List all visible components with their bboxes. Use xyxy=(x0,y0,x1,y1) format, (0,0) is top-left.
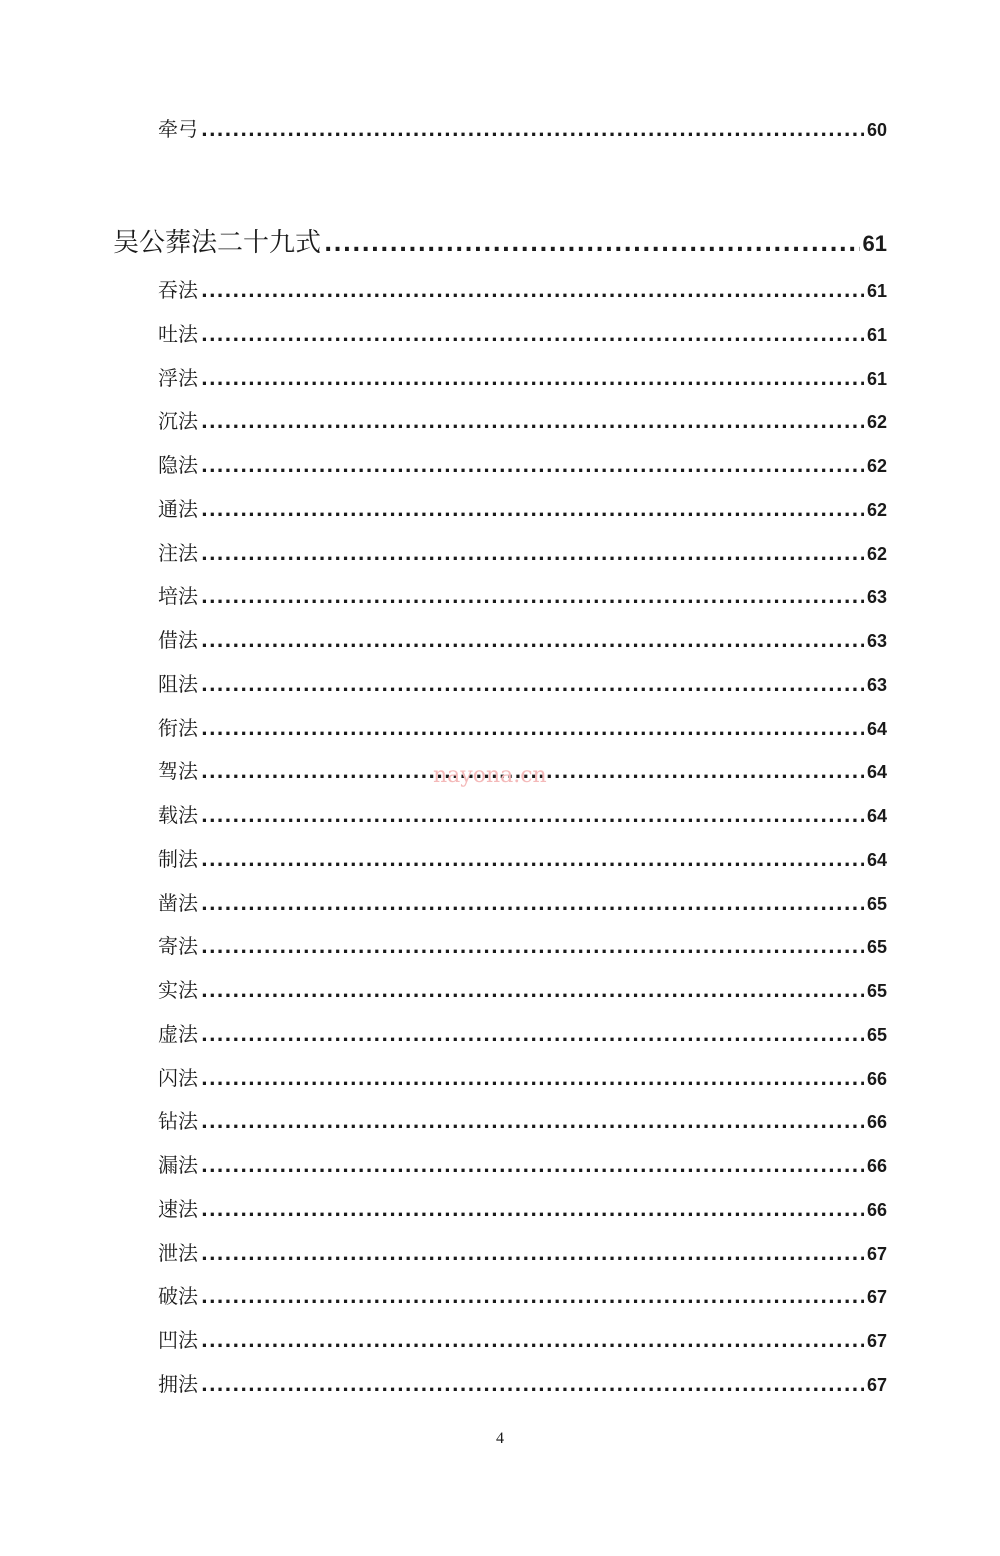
dot-leader xyxy=(201,1156,864,1177)
toc-entry xyxy=(158,1324,887,1353)
toc-entry xyxy=(158,362,887,391)
toc-entry-label: 制法 xyxy=(158,846,198,871)
toc-entry xyxy=(158,887,887,916)
toc-entry-page: 67 xyxy=(866,1243,887,1264)
toc-entry-page: 67 xyxy=(866,1374,887,1395)
dot-leader xyxy=(201,675,864,696)
toc-entry-label: 衔法 xyxy=(158,715,198,740)
toc-entry-page: 63 xyxy=(866,631,887,651)
toc-entry-label: 虚法 xyxy=(158,1021,198,1046)
toc-entry-page: 62 xyxy=(866,412,887,433)
toc-entry-page: 64 xyxy=(866,806,887,826)
toc-entry-page: 67 xyxy=(866,1331,887,1351)
dot-leader xyxy=(201,1025,864,1046)
dot-leader xyxy=(201,1112,864,1133)
toc-entry-page: 64 xyxy=(866,718,887,739)
toc-entry-label: 吐法 xyxy=(158,321,198,346)
toc-entry-label: 注法 xyxy=(158,540,198,565)
toc-entry xyxy=(158,1018,887,1047)
dot-leader xyxy=(201,544,864,565)
dot-leader xyxy=(201,325,864,346)
dot-leader xyxy=(201,1069,864,1090)
toc-entry xyxy=(158,449,887,478)
toc-entry-page: 65 xyxy=(866,1024,887,1045)
toc-entry-page: 66 xyxy=(866,1199,887,1220)
toc-entry-label: 隐法 xyxy=(158,453,198,477)
toc-entry-label: 拥法 xyxy=(158,1371,198,1396)
dot-leader xyxy=(201,500,864,521)
toc-entry xyxy=(158,1368,887,1397)
toc-entry xyxy=(158,1280,887,1309)
toc-entry-label: 寄法 xyxy=(158,934,198,959)
toc-entry-page: 65 xyxy=(866,937,887,958)
toc-entry-page: 61 xyxy=(866,324,887,345)
toc-entry-page: 62 xyxy=(866,499,887,520)
toc-entry xyxy=(158,624,887,653)
toc-entry xyxy=(158,318,887,347)
toc-entry-page: 60 xyxy=(866,120,887,140)
toc-entry-page: 66 xyxy=(866,1112,887,1133)
toc-entry xyxy=(158,1237,887,1266)
dot-leader xyxy=(201,369,864,390)
toc-entry-page: 61 xyxy=(866,281,887,301)
toc-entry-label: 沉法 xyxy=(158,409,198,434)
toc-entry xyxy=(158,1062,887,1091)
toc-entry-page: 62 xyxy=(866,543,887,564)
toc-entry-top xyxy=(158,113,887,142)
toc-entry-label: 载法 xyxy=(158,803,198,827)
toc-entry xyxy=(158,1193,887,1222)
toc-entry-label: 实法 xyxy=(158,978,198,1002)
watermark: nayona.cn xyxy=(433,763,547,788)
toc-entry xyxy=(158,274,887,303)
dot-leader xyxy=(324,232,860,257)
toc-entry-label: 浮法 xyxy=(158,365,198,390)
page-number: 4 xyxy=(496,1430,504,1447)
toc-entry xyxy=(158,1149,887,1178)
toc-entry xyxy=(158,580,887,609)
dot-leader xyxy=(201,456,864,477)
dot-leader xyxy=(201,894,864,915)
dot-leader xyxy=(201,850,864,871)
toc-entry-label: 凹法 xyxy=(158,1328,198,1352)
toc-entry-label: 牵弓 xyxy=(158,117,198,141)
toc-entry-label: 破法 xyxy=(158,1284,198,1309)
dot-leader xyxy=(201,631,864,652)
toc-entry-label: 漏法 xyxy=(158,1153,198,1177)
toc-entry-label: 钻法 xyxy=(158,1109,198,1134)
dot-leader xyxy=(201,281,864,302)
toc-entry-label: 通法 xyxy=(158,496,198,521)
toc-entry xyxy=(158,537,887,566)
dot-leader xyxy=(201,719,864,740)
toc-chapter xyxy=(113,222,887,259)
dot-leader xyxy=(201,1200,864,1221)
toc-entry-page: 64 xyxy=(866,849,887,870)
dot-leader xyxy=(201,981,864,1002)
dot-leader xyxy=(201,806,864,827)
toc-entry-page: 64 xyxy=(866,762,887,783)
dot-leader xyxy=(201,1244,864,1265)
toc-entry xyxy=(158,405,887,434)
toc-entry-page: 65 xyxy=(866,981,887,1001)
toc-entry xyxy=(158,493,887,522)
dot-leader xyxy=(201,412,864,433)
toc-entry-label: 凿法 xyxy=(158,890,198,915)
toc-entry-label: 泄法 xyxy=(158,1240,198,1265)
toc-entry xyxy=(158,799,887,828)
toc-chapter-label: 吴公葬法二十九式 xyxy=(113,228,322,258)
toc-entry-label: 速法 xyxy=(158,1196,198,1221)
toc-entry-page: 61 xyxy=(866,368,887,389)
toc-entry xyxy=(158,712,887,741)
toc-entry-page: 67 xyxy=(866,1287,887,1308)
toc-entry-label: 驾法 xyxy=(158,759,198,784)
toc-entry-page: 63 xyxy=(866,674,887,695)
toc-entry xyxy=(158,930,887,959)
toc-entry-page: 66 xyxy=(866,1068,887,1089)
toc-entry-page: 63 xyxy=(866,587,887,608)
toc-entry-label: 闪法 xyxy=(158,1065,198,1090)
dot-leader xyxy=(201,587,864,608)
dot-leader xyxy=(201,937,864,958)
toc-entry xyxy=(158,668,887,697)
dot-leader xyxy=(201,120,864,141)
toc-entry xyxy=(158,974,887,1003)
dot-leader xyxy=(201,1375,864,1396)
toc-entry xyxy=(158,1105,887,1134)
toc-entry-page: 62 xyxy=(866,456,887,476)
toc-entry-page: 66 xyxy=(866,1156,887,1176)
dot-leader xyxy=(201,1287,864,1308)
toc-entry-label: 借法 xyxy=(158,628,198,652)
toc-chapter-page: 61 xyxy=(862,231,887,256)
dot-leader xyxy=(201,1331,864,1352)
toc-entry-page: 65 xyxy=(866,893,887,914)
toc-entry-label: 培法 xyxy=(158,584,198,609)
toc-entry-label: 吞法 xyxy=(158,278,198,302)
toc-entry xyxy=(158,843,887,872)
toc-entry-label: 阻法 xyxy=(158,671,198,696)
